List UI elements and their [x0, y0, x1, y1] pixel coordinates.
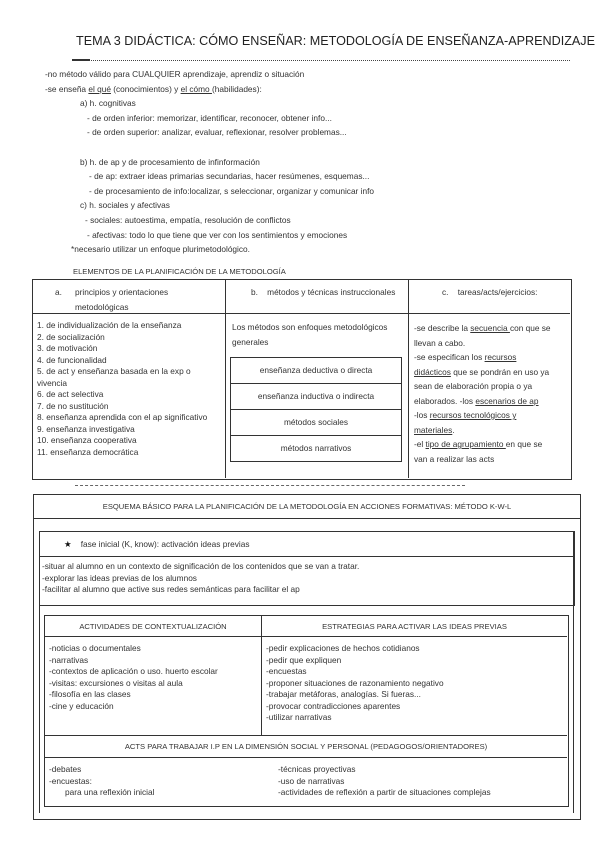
- list-item: 1. de individualización de la enseñanza: [37, 320, 182, 330]
- list-item: -encuestas: [266, 666, 307, 676]
- list-item: -situar al alumno en un contexto de significación de los contenidos que se van a tratar.: [42, 561, 360, 571]
- list-item: -encuestas:: [49, 775, 92, 786]
- underlined-text: recursos: [484, 352, 517, 362]
- text-line: [414, 437, 551, 452]
- text: generales: [232, 337, 269, 347]
- elements-table: [32, 279, 572, 480]
- title-solid-rule: [72, 59, 90, 61]
- list-heading: c) h. sociales y afectivas: [80, 200, 170, 211]
- methods-intro: [232, 320, 387, 350]
- list-item: 8. enseñanza aprendida con el ap significativo: [37, 412, 208, 422]
- header-text: metodológicas: [75, 302, 129, 312]
- text: -se especifican los: [414, 352, 485, 362]
- text-line: van a realizar las acts: [414, 453, 495, 464]
- list-item: 11. enseñanza democrática: [37, 446, 139, 457]
- text-line: [414, 321, 551, 336]
- elements-heading: ELEMENTOS DE LA PLANIFICACIÓN DE LA METODOLOGÍA: [73, 267, 286, 276]
- header-text: principios y orientaciones: [75, 287, 169, 297]
- list-item: -uso de narrativas: [278, 775, 345, 786]
- col-c-header: [442, 285, 537, 300]
- intro-line: -no método válido para CUALQUIER aprendizaje, aprendiz o situación: [45, 69, 305, 79]
- list-item: -narrativas: [49, 654, 89, 665]
- ctx-list: [49, 643, 218, 712]
- phase-box: [39, 531, 575, 606]
- method-row: enseñanza deductiva o directa: [231, 358, 401, 384]
- acts-left-list: [49, 764, 154, 799]
- list-item: -contextos de aplicación o uso. huerto escolar: [49, 666, 218, 676]
- list-item: 6. de act selectiva: [37, 389, 104, 399]
- list-item: - de orden superior: analizar, evaluar, reflexionar, resolver problemas...: [87, 127, 347, 138]
- list-item: 3. de motivación: [37, 343, 98, 353]
- list-item: - de procesamiento de info:localizar, s seleccionar, organizar y comunicar info: [89, 185, 375, 196]
- page-title: TEMA 3 DIDÁCTICA: CÓMO ENSEÑAR: METODOLOGÍA DE ENSEÑANZA-APRENDIZAJE: [76, 34, 595, 48]
- list-item: -pedir que expliquen: [266, 654, 342, 665]
- list-item: -utilizar narrativas: [266, 712, 332, 722]
- list-item: -provocar contradicciones aparentes: [266, 700, 401, 711]
- list-item: -facilitar al alumno que active sus redes semánticas para facilitar el ap: [42, 584, 300, 594]
- list-item: -noticias o documentales: [49, 643, 141, 653]
- section-divider: [75, 485, 465, 486]
- text-line: [414, 394, 551, 409]
- text-line: [414, 423, 551, 438]
- list-item: -visitas: excursiones o visitas al aula: [49, 677, 183, 688]
- list-item: -filosofía en las clases: [49, 689, 131, 699]
- text: en que se: [505, 439, 543, 449]
- list-item: - de orden inferior: memorizar, identificar, reconocer, obtener info...: [87, 112, 332, 123]
- principles-list: [37, 320, 207, 458]
- text: (conocimientos) y: [110, 83, 181, 94]
- marker: b.: [251, 287, 258, 297]
- text: (habilidades):: [211, 83, 262, 94]
- list-item: -actividades de reflexión a partir de situaciones complejas: [278, 787, 491, 797]
- list-item: -técnicas proyectivas: [278, 764, 356, 774]
- text: elaborados. -los: [414, 395, 476, 406]
- list-item: 9. enseñanza investigativa: [37, 423, 135, 434]
- methods-table: [230, 357, 402, 462]
- text-line: llevan a cabo.: [414, 337, 466, 348]
- phase-title: fase inicial (K, know): activación ideas previas: [80, 539, 250, 549]
- text: que se pondrán en uso ya: [450, 366, 550, 377]
- header-text: métodos y técnicas instruccionales: [267, 287, 396, 297]
- list-item: -proponer situaciones de razonamiento negativo: [266, 677, 444, 688]
- title-dotted-rule: [72, 60, 570, 61]
- strat-header: ESTRATEGIAS PARA ACTIVAR LAS IDEAS PREVIAS: [322, 622, 507, 631]
- underlined-text: recursos tecnológicos y: [429, 410, 517, 420]
- list-item: -pedir explicaciones de hechos cotidianos: [266, 643, 420, 653]
- strat-list: [266, 643, 444, 724]
- text: -se describe la: [414, 323, 471, 333]
- list-item: -debates: [49, 764, 82, 774]
- list-item: 10. enseñanza cooperativa: [37, 435, 137, 445]
- list-item: 4. de funcionalidad: [37, 354, 107, 365]
- text-line: [414, 350, 551, 365]
- list-heading: b) h. de ap y de procesamiento de infinformación: [80, 156, 260, 167]
- text-line: [414, 365, 551, 380]
- text: -se enseña: [45, 83, 89, 94]
- method-row: métodos narrativos: [280, 443, 352, 453]
- underlined-text: el cómo: [180, 83, 212, 94]
- text-line: sean de elaboración propia o ya: [414, 381, 533, 391]
- list-item: 2. de socialización: [37, 331, 105, 342]
- underlined-text: secuencia: [470, 323, 510, 333]
- list-item: -cine y educación: [49, 700, 114, 711]
- acts-right-list: [278, 764, 491, 799]
- list-item: para una reflexión inicial: [65, 787, 155, 797]
- list-item: - sociales: autoestima, empatía, resolución de conflictos: [85, 214, 291, 225]
- header-text: tareas/acts/ejercicios:: [457, 287, 538, 297]
- list-item: 7. de no sustitución: [37, 400, 109, 411]
- method-row: métodos sociales: [231, 410, 401, 436]
- tasks-text: [414, 321, 551, 466]
- intro-text: [45, 67, 374, 257]
- list-heading: a) h. cognitivas: [80, 98, 136, 109]
- underlined-text: tipo de agrupamiento: [425, 439, 506, 449]
- col-b-header: [251, 285, 395, 300]
- text: con que se: [509, 323, 551, 333]
- star-icon: ★: [64, 539, 72, 549]
- list-item: -explorar las ideas previas de los alumnos: [42, 572, 197, 583]
- marker: a.: [55, 287, 62, 297]
- note: *necesario utilizar un enfoque plurimetodológico.: [71, 244, 250, 255]
- list-item: -trabajar metáforas, analogías. Si fueras...: [266, 689, 421, 699]
- intro-line: [45, 82, 374, 97]
- list-item: vivencia: [37, 377, 67, 388]
- list-item: - de ap: extraer ideas primarias secundarias, hacer resúmenes, esquemas...: [89, 171, 370, 182]
- marker: c.: [442, 287, 449, 297]
- list-item: 5. de act y enseñanza basada en la exp o: [37, 366, 191, 376]
- text-line: [414, 408, 551, 423]
- text: -los: [414, 410, 430, 420]
- text: .: [452, 424, 455, 435]
- underlined-text: materiales: [414, 424, 453, 435]
- ctx-header: ACTIVIDADES DE CONTEXTUALIZACIÓN: [79, 622, 227, 631]
- underlined-text: escenarios de ap: [475, 395, 539, 406]
- activities-box: [44, 615, 569, 807]
- phase-header: [40, 532, 574, 557]
- acts-header: ACTS PARA TRABAJAR I.P EN LA DIMENSIÓN SOCIAL Y PERSONAL (PEDAGOGOS/ORIENTADORES): [124, 742, 488, 751]
- text: -el: [414, 439, 426, 449]
- underlined-text: didácticos: [414, 366, 451, 377]
- method-row: enseñanza inductiva o indirecta: [231, 384, 401, 410]
- phase-items: [40, 557, 574, 600]
- underlined-text: el qué: [88, 83, 111, 94]
- text: Los métodos son enfoques metodológicos: [232, 322, 388, 332]
- col-a-header: [55, 285, 169, 312]
- kwl-header: ESQUEMA BÁSICO PARA LA PLANIFICACIÓN DE LA METODOLOGÍA EN ACCIONES FORMATIVAS: MÉTODO K-W-L: [34, 495, 580, 519]
- list-item: - afectivas: todo lo que tiene que ver con los sentimientos y emociones: [87, 229, 348, 240]
